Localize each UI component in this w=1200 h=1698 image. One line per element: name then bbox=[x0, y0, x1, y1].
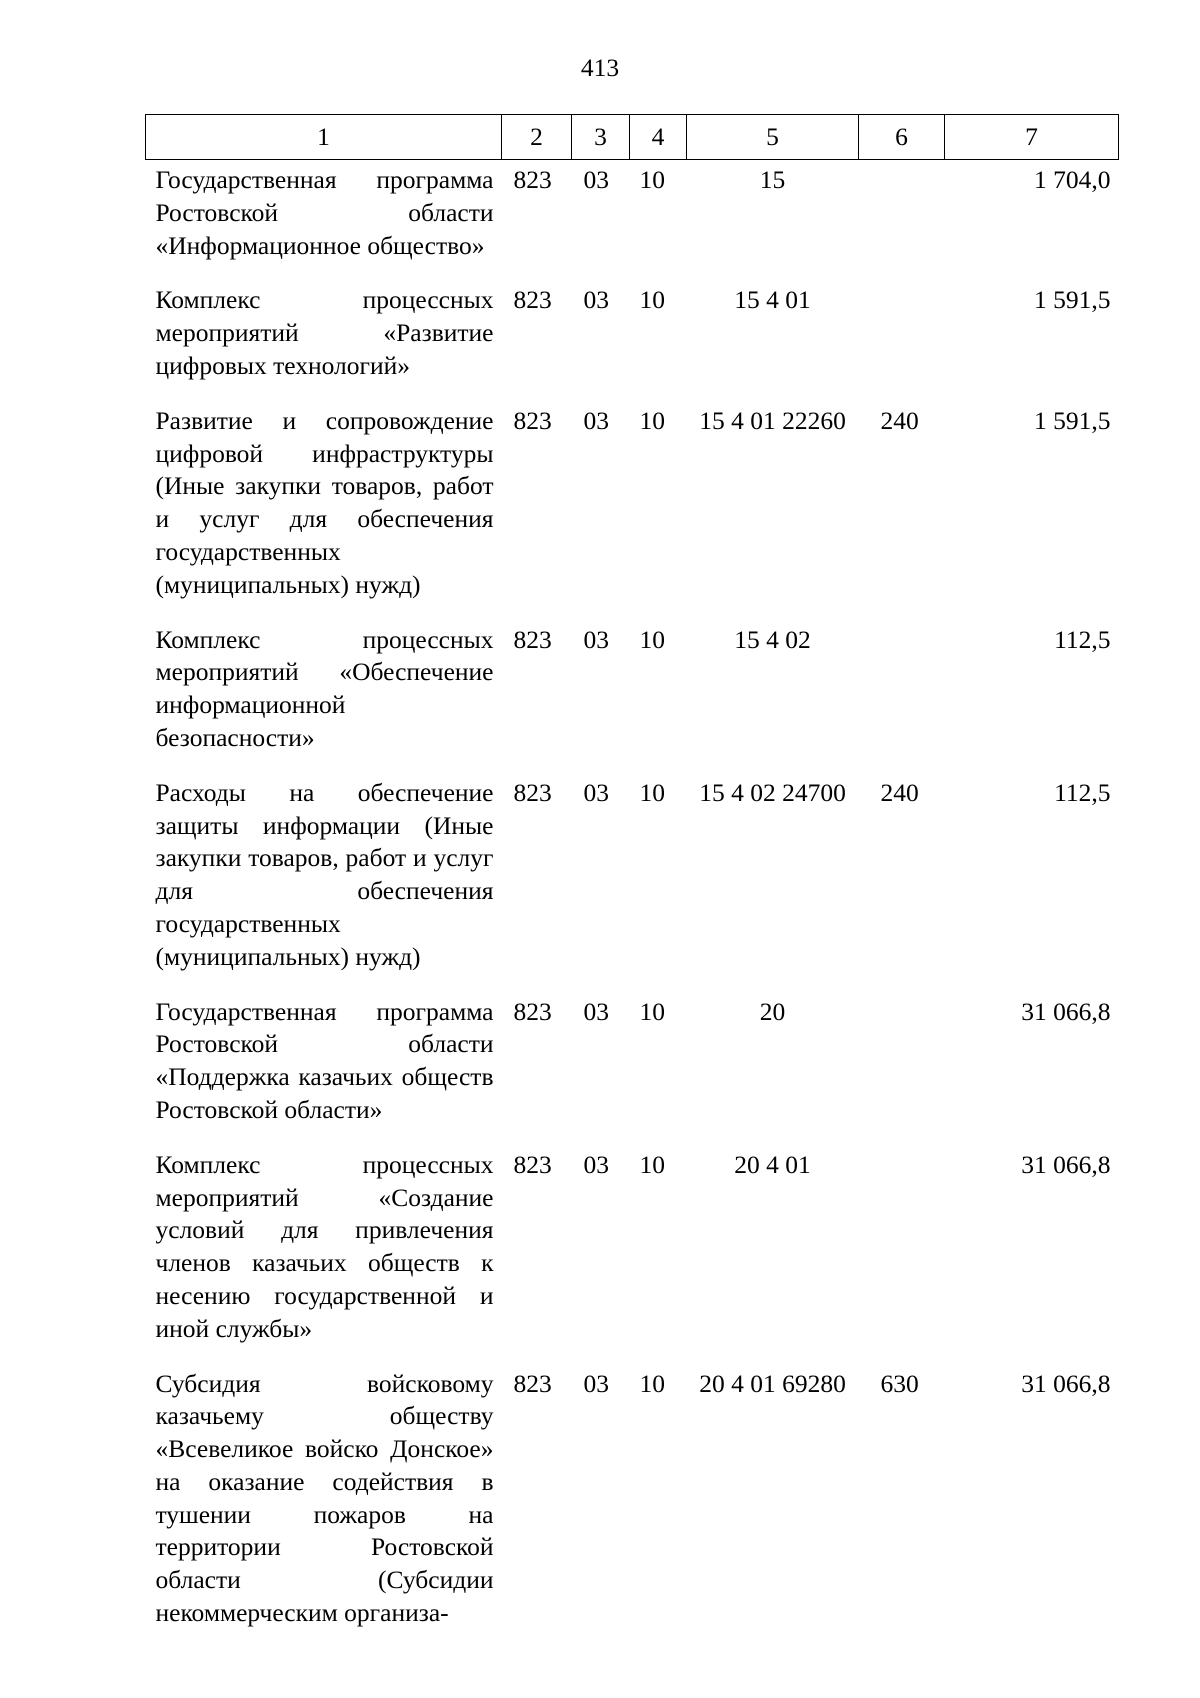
row-name: Государственная программа Ростовской области «Поддержка казачьих обществ Ростовской области» bbox=[155, 996, 494, 1124]
row-name: Комплекс процессных мероприятий «Обеспечение информационной безопасности» bbox=[155, 624, 494, 752]
table-row bbox=[146, 1362, 1119, 1646]
header-cell-4: 4 bbox=[630, 115, 687, 160]
header-cell-2: 2 bbox=[502, 115, 572, 160]
table-row bbox=[146, 160, 1119, 279]
row-vr bbox=[859, 990, 945, 1143]
row-csr: 15 4 02 bbox=[734, 624, 811, 654]
row-vr bbox=[859, 1143, 945, 1362]
header-cell-7: 7 bbox=[945, 115, 1119, 160]
row-pr: 10 bbox=[639, 1149, 665, 1179]
budget-table bbox=[145, 114, 1119, 1646]
row-pr: 10 bbox=[639, 996, 665, 1026]
row-vr bbox=[859, 618, 945, 771]
row-sum: 1 591,5 bbox=[1034, 405, 1111, 435]
row-sum: 31 066,8 bbox=[1021, 996, 1111, 1026]
header-cell-3: 3 bbox=[572, 115, 630, 160]
row-vr: 240 bbox=[880, 777, 919, 807]
row-sum: 112,5 bbox=[1054, 777, 1111, 807]
row-csr: 15 4 01 22260 bbox=[699, 405, 846, 435]
row-vr bbox=[859, 160, 945, 279]
row-ved: 823 bbox=[513, 1368, 552, 1398]
row-rz: 03 bbox=[583, 1368, 609, 1398]
row-pr: 10 bbox=[639, 777, 665, 807]
row-ved: 823 bbox=[513, 624, 552, 654]
row-name: Субсидия войсковому казачьему обществу «Всевеликое войско Донское» на оказание содействия в тушении пожаров на территории Ростовской области (Субсидии некоммерческим организа- bbox=[155, 1368, 494, 1628]
row-csr: 20 4 01 69280 bbox=[699, 1368, 846, 1398]
header-row bbox=[146, 115, 1119, 160]
row-pr: 10 bbox=[639, 405, 665, 435]
table-header bbox=[146, 115, 1119, 160]
row-csr: 20 bbox=[759, 996, 786, 1026]
row-ved: 823 bbox=[513, 165, 552, 194]
row-name: Комплекс процессных мероприятий «Создание условий для привлечения членов казачьих обществ к несению государственной и иной службы» bbox=[155, 1149, 494, 1343]
table-row bbox=[146, 1143, 1119, 1362]
table-body bbox=[146, 160, 1119, 1646]
row-sum: 31 066,8 bbox=[1021, 1149, 1111, 1179]
row-ved: 823 bbox=[513, 405, 552, 435]
table-row bbox=[146, 771, 1119, 990]
row-rz: 03 bbox=[583, 165, 609, 194]
row-csr: 15 bbox=[759, 165, 786, 194]
row-rz: 03 bbox=[583, 1149, 609, 1179]
table-row bbox=[146, 278, 1119, 398]
header-cell-5: 5 bbox=[687, 115, 859, 160]
row-vr: 240 bbox=[880, 405, 919, 435]
row-rz: 03 bbox=[583, 405, 609, 435]
header-cell-1: 1 bbox=[146, 115, 502, 160]
row-name: Расходы на обеспечение защиты информации (Иные закупки товаров, работ и услуг для обеспечения государственных (муниципальных) нужд) bbox=[155, 777, 494, 971]
row-ved: 823 bbox=[513, 777, 552, 807]
row-vr: 630 bbox=[880, 1368, 919, 1398]
page-number: 413 bbox=[580, 53, 620, 82]
header-cell-6: 6 bbox=[859, 115, 945, 160]
row-rz: 03 bbox=[583, 624, 609, 654]
row-vr bbox=[859, 278, 945, 398]
row-ved: 823 bbox=[513, 996, 552, 1026]
table-row bbox=[146, 990, 1119, 1143]
row-sum: 1 591,5 bbox=[1034, 285, 1111, 315]
row-name: Развитие и сопровождение цифровой инфраструктуры (Иные закупки товаров, работ и услуг для обеспечения государственных (муниципальных) нужд) bbox=[155, 405, 494, 599]
row-pr: 10 bbox=[639, 165, 665, 194]
row-rz: 03 bbox=[583, 996, 609, 1026]
row-rz: 03 bbox=[583, 285, 609, 315]
table-row bbox=[146, 618, 1119, 771]
table-row bbox=[146, 399, 1119, 618]
row-pr: 10 bbox=[639, 285, 665, 315]
row-name: Государственная программа Ростовской области «Информационное общество» bbox=[155, 165, 494, 260]
row-ved: 823 bbox=[513, 1149, 552, 1179]
row-pr: 10 bbox=[639, 624, 665, 654]
row-ved: 823 bbox=[513, 285, 552, 315]
row-sum: 112,5 bbox=[1054, 624, 1111, 654]
row-csr: 15 4 02 24700 bbox=[699, 777, 846, 807]
row-name: Комплекс процессных мероприятий «Развитие цифровых технологий» bbox=[155, 285, 494, 380]
row-csr: 15 4 01 bbox=[734, 285, 811, 315]
row-rz: 03 bbox=[583, 777, 609, 807]
row-sum: 31 066,8 bbox=[1021, 1368, 1111, 1398]
row-csr: 20 4 01 bbox=[734, 1149, 811, 1179]
row-sum: 1 704,0 bbox=[1034, 165, 1111, 194]
row-pr: 10 bbox=[639, 1368, 665, 1398]
